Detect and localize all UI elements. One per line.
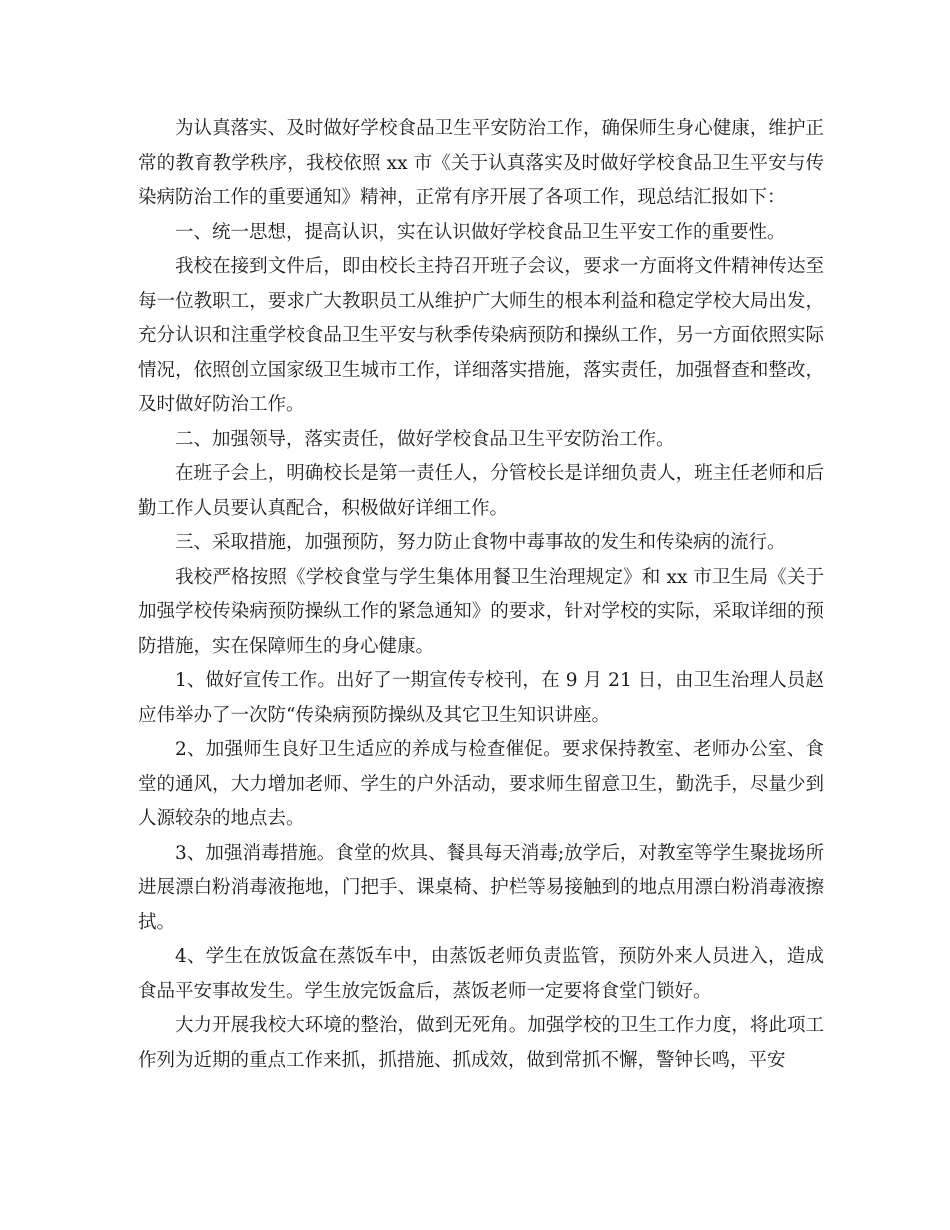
list-item-4: 4、学生在放饭盒在蒸饭车中，由蒸饭老师负责监管，预防外来人员进入，造成食品平安事故发生。学生放完饭盒后，蒸饭老师一定要将食堂门锁好。 [138, 946, 824, 1002]
list-item-3: 3、加强消毒措施。食堂的炊具、餐具每天消毒;放学后，对教室等学生聚拢场所进展漂白粉消毒液拖地，门把手、课桌椅、护栏等易接触到的地点用漂白粉消毒液擦拭。 [138, 842, 824, 933]
paragraph-environment: 大力开展我校大环境的整治，做到无死角。加强学校的卫生工作力度，将此项工作列为近期的重点工作来抓，抓措施、抓成效，做到常抓不懈，警钟长鸣，平安 [138, 1015, 824, 1071]
document-body [138, 112, 824, 1078]
list-item-1: 1、做好宣传工作。出好了一期宣传专校刊，在 9 月 21 日，由卫生治理人员赵应伟举办了一次防“传染病预防操纵及其它卫生知识讲座。 [138, 670, 824, 726]
heading-section-2: 二、加强领导，落实责任，做好学校食品卫生平安防治工作。 [175, 428, 675, 450]
heading-section-1: 一、统一思想，提高认识，实在认识做好学校食品卫生平安工作的重要性。 [175, 221, 786, 243]
list-item-2: 2、加强师生良好卫生适应的养成与检查催促。要求保持教室、老师办公室、食堂的通风，大力增加老师、学生的户外活动，要求师生留意卫生，勤洗手，尽量少到人源较杂的地点去。 [138, 739, 824, 829]
paragraph-intro: 为认真落实、及时做好学校食品卫生平安防治工作，确保师生身心健康，维护正常的教育教学秩序，我校依照 xx 市《关于认真落实及时做好学校食品卫生平安与传染病防治工作的重要通知》精神，正常有序开展了各项工作，现总结汇报如下： [138, 118, 824, 208]
heading-section-3: 三、采取措施，加强预防，努力防止食物中毒事故的发生和传染病的流行。 [175, 532, 786, 553]
paragraph-section-2: 在班子会上，明确校长是第一责任人，分管校长是详细负责人，班主任老师和后勤工作人员要认真配合，积极做好详细工作。 [138, 463, 824, 519]
paragraph-section-3: 我校严格按照《学校食堂与学生集体用餐卫生治理规定》和 xx 市卫生局《关于加强学校传染病预防操纵工作的紧急通知》的要求，针对学校的实际，采取详细的预防措施，实在保障师生的身心健康。 [138, 566, 824, 657]
paragraph-section-1: 我校在接到文件后，即由校长主持召开班子会议，要求一方面将文件精神传达至每一位教职工，要求广大教职员工从维护广大师生的根本利益和稳定学校大局出发，充分认识和注重学校食品卫生平安与秋季传染病预防和操纵工作，另一方面依照实际情况，依照创立国家级卫生城市工作，详细落实措施，落实责任，加强督查和整改，及时做好防治工作。 [138, 256, 824, 415]
